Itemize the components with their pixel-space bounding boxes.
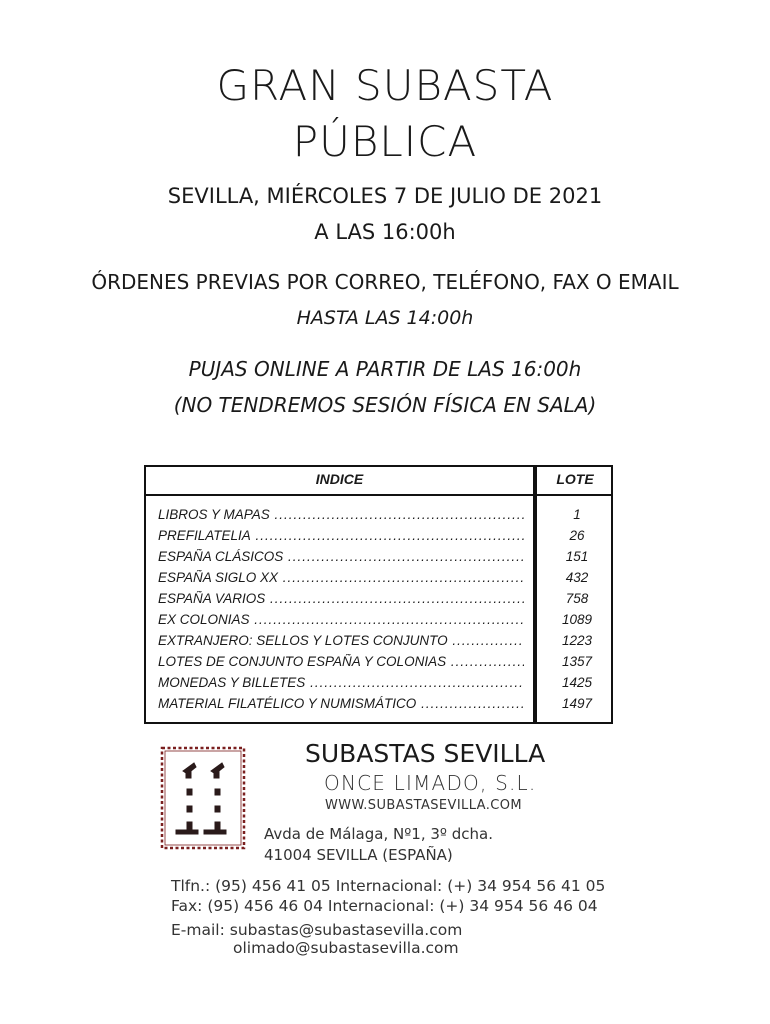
table-row bbox=[158, 654, 603, 675]
index-header-label: INDICE bbox=[315, 471, 364, 487]
row-label: EX COLONIAS ..... bbox=[158, 612, 524, 627]
fax-line: Fax: (95) 456 46 04 Internacional: (+) 34 954 56 46 04 bbox=[171, 897, 598, 915]
company-name: SUBASTAS SEVILLA bbox=[305, 739, 546, 768]
row-label: LIBROS Y MAPAS ..... bbox=[158, 507, 524, 522]
row-lote: 1 bbox=[573, 507, 581, 522]
auction-date: SEVILLA, MIÉRCOLES 7 DE JULIO DE 2021 bbox=[167, 184, 603, 208]
table-row bbox=[158, 528, 603, 549]
row-label: ESPAÑA CLÁSICOS ..... bbox=[158, 549, 524, 564]
title-line-2: PÚBLICA bbox=[292, 117, 478, 166]
row-lote: 758 bbox=[565, 591, 589, 606]
table-row bbox=[158, 633, 603, 654]
row-lote: 1357 bbox=[561, 654, 593, 669]
title-line-1: GRAN SUBASTA bbox=[216, 61, 554, 110]
company-website: WWW.SUBASTASEVILLA.COM bbox=[325, 798, 522, 813]
prior-orders-deadline: HASTA LAS 14:00h bbox=[296, 307, 474, 329]
row-label: MATERIAL FILATÉLICO Y NUMISMÁTICO ..... bbox=[158, 696, 524, 711]
email-line-1: E-mail: subastas@subastasevilla.com bbox=[171, 921, 463, 939]
no-physical-session-text: (NO TENDREMOS SESIÓN FÍSICA EN SALA) bbox=[173, 393, 597, 417]
index-table bbox=[144, 465, 613, 724]
company-legal-name: ONCE LIMADO, S.L. bbox=[324, 771, 537, 795]
index-rows bbox=[158, 507, 603, 717]
row-lote: 1497 bbox=[561, 696, 593, 711]
online-bids-text: PUJAS ONLINE A PARTIR DE LAS 16:00h bbox=[188, 357, 582, 381]
table-row bbox=[158, 696, 603, 717]
row-lote: 151 bbox=[565, 549, 589, 564]
row-lote: 1089 bbox=[561, 612, 593, 627]
table-row bbox=[158, 507, 603, 528]
row-label: ESPAÑA SIGLO XX ..... bbox=[158, 570, 524, 585]
address-line-1: Avda de Málaga, Nº1, 3º dcha. bbox=[264, 825, 493, 843]
row-lote: 432 bbox=[565, 570, 589, 585]
table-row bbox=[158, 612, 603, 633]
row-lote: 1425 bbox=[561, 675, 593, 690]
address-line-2: 41004 SEVILLA (ESPAÑA) bbox=[264, 846, 453, 864]
table-row bbox=[158, 570, 603, 591]
row-label: PREFILATELIA ..... bbox=[158, 528, 524, 543]
stamp-11-logo-icon bbox=[158, 744, 248, 852]
row-label: EXTRANJERO: SELLOS Y LOTES CONJUNTO ..... bbox=[158, 633, 524, 648]
table-row bbox=[158, 675, 603, 696]
prior-orders-text: ÓRDENES PREVIAS POR CORREO, TELÉFONO, FAX O EMAIL bbox=[91, 270, 679, 294]
table-row bbox=[158, 591, 603, 612]
lote-header-label: LOTE bbox=[556, 471, 594, 487]
row-lote: 1223 bbox=[561, 633, 593, 648]
email-line-2: olimado@subastasevilla.com bbox=[233, 939, 459, 957]
phone-line: Tlfn.: (95) 456 41 05 Internacional: (+) 34 954 56 41 05 bbox=[171, 877, 606, 895]
index-table-header bbox=[146, 467, 611, 496]
row-label: MONEDAS Y BILLETES ..... bbox=[158, 675, 524, 690]
row-label: LOTES DE CONJUNTO ESPAÑA Y COLONIAS ..... bbox=[158, 654, 524, 669]
auction-time: A LAS 16:00h bbox=[314, 220, 456, 244]
table-row bbox=[158, 549, 603, 570]
row-lote: 26 bbox=[569, 528, 585, 543]
row-label: ESPAÑA VARIOS ..... bbox=[158, 591, 524, 606]
